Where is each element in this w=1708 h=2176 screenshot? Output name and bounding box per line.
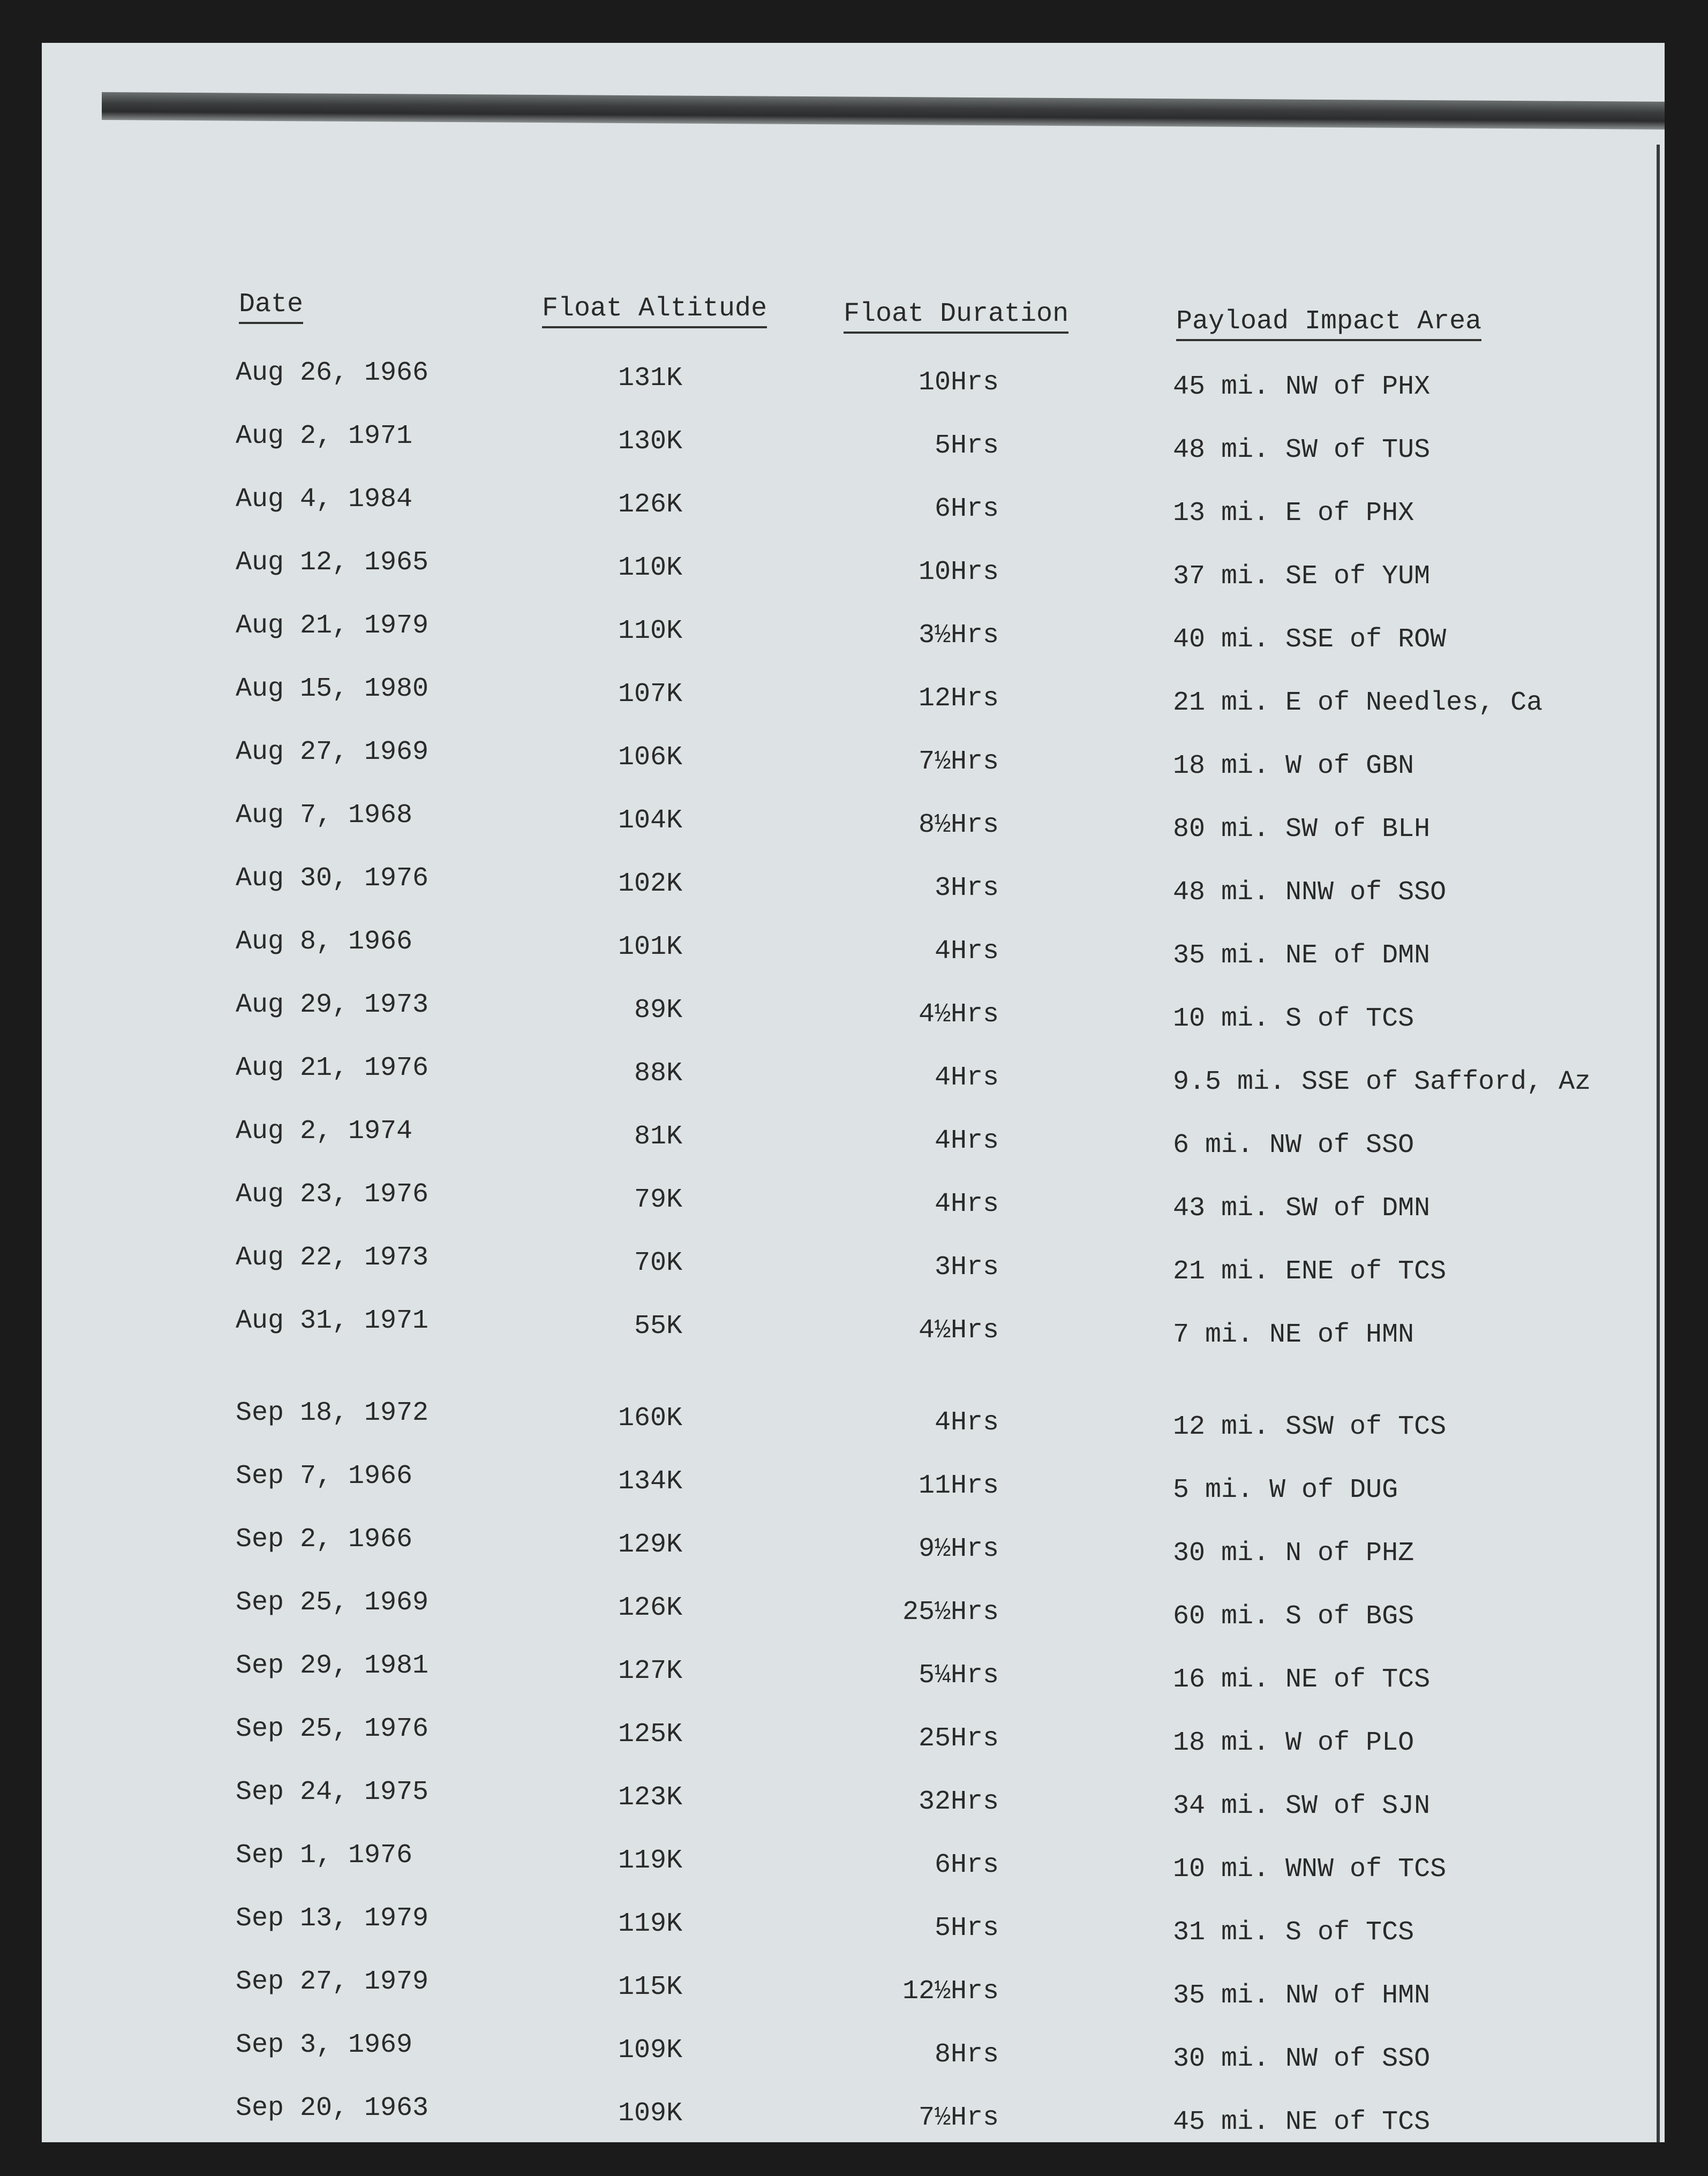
altitude-cell: 102K xyxy=(618,869,682,899)
altitude-cell: 70K xyxy=(634,1248,682,1278)
impact-area-cell: 40 mi. SSE of ROW xyxy=(1173,624,1447,655)
impact-area-cell: 16 mi. NE of TCS xyxy=(1173,1665,1431,1695)
impact-area-cell: 80 mi. SW of BLH xyxy=(1173,814,1431,845)
date-cell: Sep 3, 1969 xyxy=(236,2030,413,2060)
duration-cell: 10Hrs xyxy=(918,557,999,588)
duration-cell: 5¼Hrs xyxy=(918,1660,999,1691)
altitude-cell: 160K xyxy=(618,1403,682,1434)
duration-cell: 3Hrs xyxy=(934,873,999,903)
altitude-cell: 101K xyxy=(618,932,682,962)
altitude-cell: 55K xyxy=(634,1311,682,1342)
altitude-cell: 126K xyxy=(618,1593,682,1623)
header-float-duration: Float Duration xyxy=(844,299,1069,334)
impact-area-cell: 13 mi. E of PHX xyxy=(1173,498,1414,529)
duration-cell: 5Hrs xyxy=(934,1913,999,1944)
altitude-cell: 126K xyxy=(618,490,682,520)
date-cell: Sep 25, 1969 xyxy=(236,1587,429,1618)
altitude-cell: 79K xyxy=(634,1185,682,1215)
impact-area-cell: 18 mi. W of GBN xyxy=(1173,751,1414,781)
header-date: Date xyxy=(239,289,303,324)
duration-cell: 7½Hrs xyxy=(918,747,999,777)
page-edge-line xyxy=(1657,145,1660,2142)
date-cell: Aug 2, 1971 xyxy=(236,421,413,451)
impact-area-cell: 34 mi. SW of SJN xyxy=(1173,1791,1431,1821)
impact-area-cell: 31 mi. S of TCS xyxy=(1173,1917,1414,1948)
impact-area-cell: 9.5 mi. SSE of Safford, Az xyxy=(1173,1067,1591,1097)
altitude-cell: 89K xyxy=(634,995,682,1026)
date-cell: Sep 1, 1976 xyxy=(236,1840,413,1871)
altitude-cell: 115K xyxy=(618,1972,682,2002)
date-cell: Aug 7, 1968 xyxy=(236,800,413,831)
date-cell: Sep 2, 1966 xyxy=(236,1524,413,1555)
duration-cell: 5Hrs xyxy=(934,431,999,461)
duration-cell: 8Hrs xyxy=(934,2039,999,2070)
date-cell: Aug 21, 1976 xyxy=(236,1053,429,1083)
duration-cell: 8½Hrs xyxy=(918,810,999,840)
impact-area-cell: 43 mi. SW of DMN xyxy=(1173,1193,1431,1224)
duration-cell: 32Hrs xyxy=(918,1787,999,1817)
date-cell: Aug 2, 1974 xyxy=(236,1116,413,1147)
duration-cell: 6Hrs xyxy=(934,1850,999,1880)
header-float-altitude: Float Altitude xyxy=(542,293,767,328)
date-cell: Aug 21, 1979 xyxy=(236,611,429,641)
duration-cell: 4Hrs xyxy=(934,1407,999,1438)
duration-cell: 9½Hrs xyxy=(918,1534,999,1564)
date-cell: Aug 26, 1966 xyxy=(236,358,429,388)
duration-cell: 12Hrs xyxy=(918,683,999,714)
duration-cell: 25½Hrs xyxy=(902,1597,999,1628)
impact-area-cell: 12 mi. SSW of TCS xyxy=(1173,1412,1447,1442)
date-cell: Aug 27, 1969 xyxy=(236,737,429,767)
duration-cell: 4½Hrs xyxy=(918,999,999,1030)
impact-area-cell: 10 mi. WNW of TCS xyxy=(1173,1854,1447,1885)
impact-area-cell: 37 mi. SE of YUM xyxy=(1173,561,1431,592)
altitude-cell: 123K xyxy=(618,1782,682,1813)
duration-cell: 4Hrs xyxy=(934,1063,999,1093)
altitude-cell: 125K xyxy=(618,1719,682,1750)
duration-cell: 10Hrs xyxy=(918,367,999,398)
date-cell: Sep 29, 1981 xyxy=(236,1651,429,1681)
impact-area-cell: 30 mi. NW of SSO xyxy=(1173,2044,1431,2074)
impact-area-cell: 21 mi. ENE of TCS xyxy=(1173,1256,1447,1287)
duration-cell: 11Hrs xyxy=(918,1471,999,1501)
altitude-cell: 88K xyxy=(634,1058,682,1089)
impact-area-cell: 45 mi. NE of TCS xyxy=(1173,2107,1431,2137)
impact-area-cell: 45 mi. NW of PHX xyxy=(1173,372,1431,402)
altitude-cell: 107K xyxy=(618,679,682,710)
impact-area-cell: 18 mi. W of PLO xyxy=(1173,1728,1414,1758)
impact-area-cell: 30 mi. N of PHZ xyxy=(1173,1538,1414,1569)
duration-cell: 7½Hrs xyxy=(918,2103,999,2133)
date-cell: Aug 22, 1973 xyxy=(236,1243,429,1273)
duration-cell: 4Hrs xyxy=(934,936,999,967)
altitude-cell: 109K xyxy=(618,2035,682,2066)
altitude-cell: 119K xyxy=(618,1909,682,1939)
altitude-cell: 134K xyxy=(618,1466,682,1497)
duration-cell: 25Hrs xyxy=(918,1723,999,1754)
duration-cell: 4Hrs xyxy=(934,1126,999,1156)
impact-area-cell: 21 mi. E of Needles, Ca xyxy=(1173,688,1543,718)
date-cell: Aug 4, 1984 xyxy=(236,484,413,515)
impact-area-cell: 35 mi. NE of DMN xyxy=(1173,940,1431,971)
altitude-cell: 131K xyxy=(618,363,682,394)
altitude-cell: 119K xyxy=(618,1846,682,1876)
altitude-cell: 127K xyxy=(618,1656,682,1686)
date-cell: Aug 8, 1966 xyxy=(236,927,413,957)
duration-cell: 4Hrs xyxy=(934,1189,999,1219)
date-cell: Sep 13, 1979 xyxy=(236,1903,429,1934)
date-cell: Aug 31, 1971 xyxy=(236,1306,429,1336)
altitude-cell: 106K xyxy=(618,742,682,773)
impact-area-cell: 48 mi. NNW of SSO xyxy=(1173,877,1447,908)
impact-area-cell: 60 mi. S of BGS xyxy=(1173,1601,1414,1632)
impact-area-cell: 10 mi. S of TCS xyxy=(1173,1004,1414,1034)
date-cell: Aug 12, 1965 xyxy=(236,547,429,578)
date-cell: Sep 18, 1972 xyxy=(236,1398,429,1428)
duration-cell: 3Hrs xyxy=(934,1252,999,1283)
date-cell: Aug 15, 1980 xyxy=(236,674,429,704)
date-cell: Sep 27, 1979 xyxy=(236,1967,429,1997)
duration-cell: 12½Hrs xyxy=(902,1976,999,2007)
duration-cell: 6Hrs xyxy=(934,494,999,524)
impact-area-cell: 35 mi. NW of HMN xyxy=(1173,1981,1431,2011)
date-cell: Aug 23, 1976 xyxy=(236,1179,429,1210)
impact-area-cell: 48 mi. SW of TUS xyxy=(1173,435,1431,465)
altitude-cell: 81K xyxy=(634,1121,682,1152)
altitude-cell: 104K xyxy=(618,805,682,836)
date-cell: Aug 30, 1976 xyxy=(236,863,429,894)
header-payload-impact-area: Payload Impact Area xyxy=(1176,306,1481,341)
date-cell: Aug 29, 1973 xyxy=(236,990,429,1020)
date-cell: Sep 25, 1976 xyxy=(236,1714,429,1744)
date-cell: Sep 7, 1966 xyxy=(236,1461,413,1492)
duration-cell: 3½Hrs xyxy=(918,620,999,651)
altitude-cell: 110K xyxy=(618,553,682,583)
impact-area-cell: 5 mi. W of DUG xyxy=(1173,1475,1398,1505)
date-cell: Sep 24, 1975 xyxy=(236,1777,429,1808)
impact-area-cell: 6 mi. NW of SSO xyxy=(1173,1130,1414,1161)
date-cell: Sep 20, 1963 xyxy=(236,2093,429,2124)
duration-cell: 4½Hrs xyxy=(918,1315,999,1346)
altitude-cell: 109K xyxy=(618,2098,682,2129)
altitude-cell: 129K xyxy=(618,1530,682,1560)
altitude-cell: 130K xyxy=(618,426,682,457)
altitude-cell: 110K xyxy=(618,616,682,646)
impact-area-cell: 7 mi. NE of HMN xyxy=(1173,1320,1414,1350)
